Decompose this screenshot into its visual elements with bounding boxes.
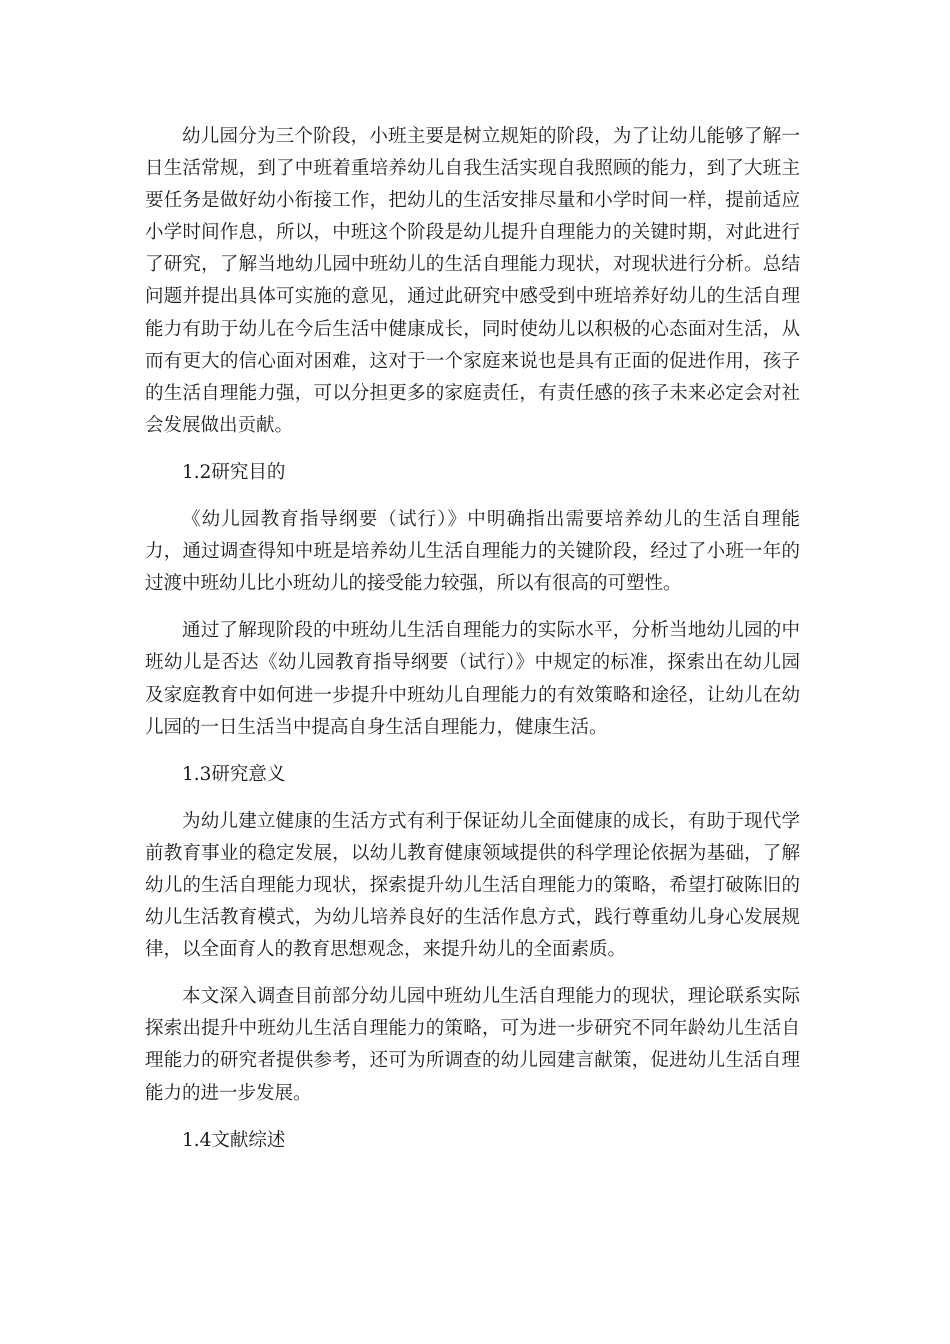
- paragraph-significance-2: 本文深入调查目前部分幼儿园中班幼儿生活自理能力的现状，理论联系实际探索出提升中班幼儿生活自理能力的策略，可为进一步研究不同年龄幼儿生活自理能力的研究者提供参考，还可为所调查的幼儿园建言献策，促进幼儿生活自理能力的进一步发展。: [145, 986, 800, 1104]
- section-heading-1-2: 1.2研究目的: [182, 461, 286, 483]
- document-page: [145, 121, 800, 1172]
- section-heading-1-4: 1.4文献综述: [182, 1129, 286, 1151]
- paragraph-stages: 幼儿园分为三个阶段，小班主要是树立规矩的阶段，为了让幼儿能够了解一日生活常规，到了中班着重培养幼儿自我生活实现自我照顾的能力，到了大班主要任务是做好幼小衔接工作，把幼儿的生活安排尽量和小学时间一样，提前适应小学时间作息，所以，中班这个阶段是幼儿提升自理能力的关键时期，对此进行了研究，了解当地幼儿园中班幼儿的生活自理能力现状，对现状进行分析。总结问题并提出具体可实施的意见，通过此研究中感受到中班培养好幼儿的生活自理能力有助于幼儿在今后生活中健康成长，同时使幼儿以积极的心态面对生活，从而有更大的信心面对困难，这对于一个家庭来说也是具有正面的促进作用，孩子的生活自理能力强，可以分担更多的家庭责任，有责任感的孩子未来必定会对社会发展做出贡献。: [145, 126, 800, 436]
- paragraph-significance-1: 为幼儿建立健康的生活方式有利于保证幼儿全面健康的成长，有助于现代学前教育事业的稳定发展，以幼儿教育健康领域提供的科学理论依据为基础，了解幼儿的生活自理能力现状，探索提升幼儿生活自理能力的策略，希望打破陈旧的幼儿生活教育模式，为幼儿培养良好的生活作息方式，践行尊重幼儿身心发展规律，以全面育人的教育思想观念，来提升幼儿的全面素质。: [145, 810, 800, 961]
- paragraph-purpose-2: 通过了解现阶段的中班幼儿生活自理能力的实际水平，分析当地幼儿园的中班幼儿是否达《幼儿园教育指导纲要（试行）》中规定的标准，探索出在幼儿园及家庭教育中如何进一步提升中班幼儿自理能力的有效策略和途径，让幼儿在幼儿园的一日生活当中提高自身生活自理能力，健康生活。: [145, 620, 800, 738]
- paragraph-purpose-1: 《幼儿园教育指导纲要（试行）》中明确指出需要培养幼儿的生活自理能力，通过调查得知中班是培养幼儿生活自理能力的关键阶段，经过了小班一年的过渡中班幼儿比小班幼儿的接受能力较强，所以有很高的可塑性。: [145, 509, 800, 595]
- section-heading-1-3: 1.3研究意义: [182, 763, 286, 785]
